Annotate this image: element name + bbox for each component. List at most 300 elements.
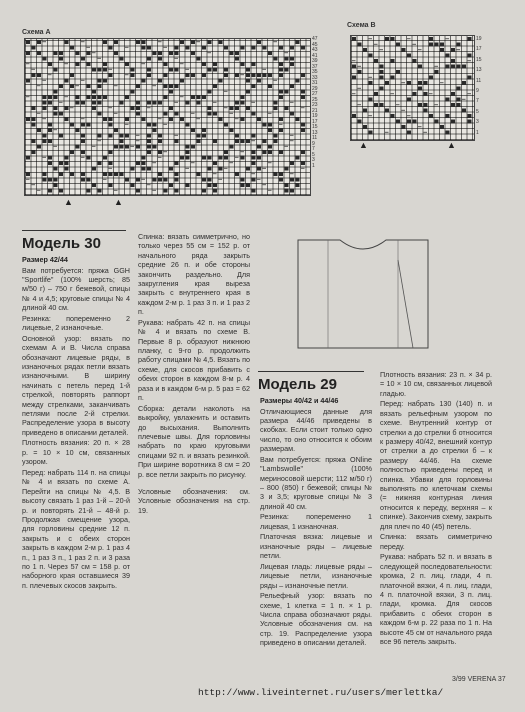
chart-symbol [290,57,294,61]
chart-symbol [440,43,444,47]
chart-symbol [59,172,63,176]
chart-symbol [301,46,305,50]
row-number: 47 [312,36,318,42]
chart-symbol [241,139,245,143]
chart-symbol [435,43,439,47]
chart-symbol [136,189,140,193]
chart-symbol [81,123,85,127]
chart-symbol [54,68,58,72]
chart-symbol [252,84,256,88]
chart-symbol [70,46,74,50]
chart-symbol [457,87,461,91]
chart-symbol [301,128,305,132]
chart-symbol [87,189,91,193]
chart-symbol [103,79,107,83]
chart-symbol [32,106,36,110]
chart-symbol [418,81,422,85]
chart-symbol [186,156,190,160]
chart-symbol [391,37,395,41]
chart-symbol [37,40,41,44]
row-number: 23 [312,102,318,108]
row-number: 35 [312,69,318,75]
chart-symbol [274,172,278,176]
chart-symbol [279,62,283,66]
chart-symbol [446,65,450,69]
chart-symbol [114,51,118,55]
chart-symbol [413,120,417,124]
chart-symbol [235,57,239,61]
row-number: 13 [312,129,318,136]
chart-symbol [98,79,102,83]
chart-symbol [257,156,261,160]
row-number: 17 [312,118,318,125]
chart-symbol [235,106,239,110]
chart-symbol [65,106,69,110]
chart-symbol [396,120,400,124]
chart-symbol [224,68,228,72]
chart-symbol [87,62,91,66]
chart-symbol [186,46,190,50]
model-29-size: Размеры 40/42 и 44/46 [260,396,339,405]
chart-symbol [197,134,201,138]
chart-symbol [274,106,278,110]
model-30-sleeves: Рукава: набрать 42 п. на спицы № 4 и вязать по схеме В. Первые 8 р. образуют нижнюю планку, с 9-го р. продолжить работу спицами № 4,5. Вязать по схеме, для скосов прибавить с обеих сторон в каждом 8-м р. 4 раза и в каждом 6-м р. 5 раз = 62 п. [138,317,250,403]
chart-symbol [136,40,140,44]
chart-symbol [208,90,212,94]
chart-symbol [136,178,140,182]
chart-symbol [202,46,206,50]
model-29-col-1 [260,396,372,691]
chart-symbol [186,123,190,127]
scheme-a-row-numbers [312,37,318,169]
chart-symbol [252,150,256,154]
chart-symbol [429,37,433,41]
chart-symbol [468,114,472,118]
scheme-b-row-numbers [476,34,482,138]
chart-symbol [363,109,367,113]
chart-symbol [391,59,395,63]
chart-symbol [241,183,245,187]
chart-symbol [197,101,201,105]
chart-symbol [279,90,283,94]
chart-symbol [142,117,146,121]
chart-symbol [213,183,217,187]
chart-symbol [131,73,135,77]
chart-symbol [358,43,362,47]
chart-symbol [358,70,362,74]
chart-symbol [208,106,212,110]
chart-symbol [257,117,261,121]
chart-symbol [374,103,378,107]
chart-symbol [435,70,439,74]
chart-symbol [285,90,289,94]
chart-symbol [136,101,140,105]
chart-symbol [81,101,85,105]
chart-symbol [81,172,85,176]
model-30-front: Перед: набрать 114 п. на спицы № 4 и вязать по схеме А. Перейти на спицы № 4,5. В высоту связать 1 раз 1-й – 20-й р. и повторять 21-й – 48-й р. Продолжая смещение узора, для горловины средние 12 п. закрыть и с обеих сторон закрыть в каждом 2-м р. 1 раз 4 п., 1 раз 3 п., 1 раз 2 п. и 3 раза по 1 п. Через 57 см = 158 р. от наборного края оставшиеся 39 п. плечевых скосов закрыть. [22,467,130,590]
chart-symbol [424,103,428,107]
chart-symbol [43,172,47,176]
chart-symbol [164,84,168,88]
chart-symbol [208,167,212,171]
chart-symbol [418,103,422,107]
chart-symbol [109,73,113,77]
row-number: 19 [312,113,318,119]
chart-symbol [43,134,47,138]
chart-symbol [175,68,179,72]
chart-symbol [446,114,450,118]
chart-symbol [76,101,80,105]
chart-symbol [109,183,113,187]
chart-symbol [164,62,168,66]
repeat-arrow-b-left: ▲ [359,140,368,150]
chart-symbol [274,101,278,105]
chart-symbol [81,134,85,138]
chart-symbol [98,189,102,193]
chart-symbol [43,57,47,61]
chart-symbol [296,117,300,121]
chart-symbol [246,167,250,171]
row-number: 7 [312,146,315,152]
chart-symbol [158,139,162,143]
chart-symbol [446,54,450,58]
row-number: 9 [476,88,479,95]
chart-symbol [87,178,91,182]
chart-symbol [407,120,411,124]
chart-symbol [407,81,411,85]
chart-symbol [213,62,217,66]
chart-symbol [32,73,36,77]
repeat-arrow-left: ▲ [64,197,73,207]
chart-symbol [81,150,85,154]
source-url: http://www.liveinternet.ru/users/merlettka/ [198,687,444,698]
chart-symbol [180,79,184,83]
chart-symbol [153,145,157,149]
chart-symbol [290,62,294,66]
chart-symbol [202,73,206,77]
chart-symbol [246,106,250,110]
chart-symbol [235,139,239,143]
chart-symbol [147,167,151,171]
model-30-assembly: Сборка: детали наколоть на выкройку, увлажнить и оставить до высыхания. Выполнить плечевые швы. Для горловины набрать по краю круговыми спицами 92 п. и вязать резинкой. При ширине воротника 8 см = 20 р. все петли закрыть по рисунку. [138,403,250,479]
chart-symbol [175,172,179,176]
chart-symbol [87,156,91,160]
chart-symbol [48,123,52,127]
chart-symbol [59,51,63,55]
chart-symbol [191,40,195,44]
chart-symbol [451,65,455,69]
chart-symbol [296,40,300,44]
chart-symbol [54,95,58,99]
scheme-b-title: Схема В [347,22,376,29]
chart-symbol [268,128,272,132]
chart-symbol [363,125,367,129]
chart-symbol [147,139,151,143]
chart-symbol [296,178,300,182]
chart-symbol [208,68,212,72]
model-29-col-2 [380,370,492,688]
row-number: 21 [312,107,318,114]
chart-symbol [263,150,267,154]
row-number: 13 [476,67,482,74]
chart-symbol [391,76,395,80]
chart-symbol [290,112,294,116]
chart-symbol [125,134,129,138]
chart-symbol [59,84,63,88]
row-number: 11 [476,77,482,84]
model-29-stockinette: Лицевая гладь: лицевые ряды – лицевые петли, изнаночные ряды – изнаночные петли. [260,561,372,590]
chart-symbol [208,183,212,187]
chart-symbol [98,68,102,72]
chart-symbol [136,106,140,110]
chart-symbol [32,139,36,143]
chart-symbol [109,123,113,127]
chart-symbol [252,62,256,66]
chart-symbol [285,167,289,171]
chart-symbol [109,161,113,165]
chart-symbol [268,84,272,88]
chart-symbol [98,84,102,88]
chart-symbol [208,156,212,160]
chart-symbol [147,134,151,138]
chart-symbol [175,139,179,143]
model-29-garter: Платочная вязка: лицевые и изнаночные ряды – лицевые петли. [260,532,372,561]
model-30-legend-note: Условные обозначения: см. Условные обозначения на стр. 19. [138,486,250,515]
chart-symbol [59,134,63,138]
chart-symbol [263,46,267,50]
chart-symbol [235,172,239,176]
chart-symbol [26,79,30,83]
chart-symbol [103,117,107,121]
row-number: 3 [476,119,479,126]
chart-symbol [279,95,283,99]
chart-symbol [114,128,118,132]
chart-symbol [147,150,151,154]
chart-symbol [429,43,433,47]
chart-symbol [257,145,261,149]
chart-symbol [114,40,118,44]
chart-symbol [109,172,113,176]
chart-symbol [120,145,124,149]
chart-symbol [290,46,294,50]
chart-symbol [301,90,305,94]
chart-symbol [301,73,305,77]
chart-symbol [103,62,107,66]
chart-symbol [301,123,305,127]
chart-symbol [301,150,305,154]
chart-symbol [103,40,107,44]
chart-symbol [252,156,256,160]
chart-symbol [468,54,472,58]
chart-symbol [180,156,184,160]
chart-symbol [136,145,140,149]
chart-symbol [54,167,58,171]
chart-symbol [65,167,69,171]
chart-symbol [92,90,96,94]
chart-symbol [274,57,278,61]
chart-symbol [252,73,256,77]
chart-symbol [279,117,283,121]
chart-symbol [142,79,146,83]
chart-symbol [131,167,135,171]
chart-symbol [136,112,140,116]
chart-symbol [142,167,146,171]
chart-symbol [235,73,239,77]
chart-symbol [213,161,217,165]
chart-symbol [120,101,124,105]
repeat-arrow-right: ▲ [114,197,123,207]
chart-symbol [87,123,91,127]
chart-symbol [230,51,234,55]
chart-symbol [142,156,146,160]
chart-symbol [153,128,157,132]
chart-symbol [407,131,411,135]
row-number: 15 [312,124,318,130]
chart-symbol [451,120,455,124]
chart-symbol [285,106,289,110]
chart-symbol [468,120,472,124]
chart-symbol [54,106,58,110]
chart-symbol [290,161,294,165]
chart-symbol [147,68,151,72]
chart-symbol [246,68,250,72]
chart-symbol [43,95,47,99]
chart-symbol [59,189,63,193]
chart-symbol [230,145,234,149]
chart-symbol [180,40,184,44]
row-number: 5 [312,151,315,158]
chart-symbol [407,98,411,102]
chart-symbol [164,178,168,182]
chart-symbol [451,92,455,96]
chart-symbol [48,178,52,182]
chart-symbol [76,128,80,132]
model-29-back: Спинка: вязать симметрично переду. [380,532,492,551]
chart-symbol [43,139,47,143]
chart-symbol [70,150,74,154]
model-30-col-1 [22,255,130,687]
chart-symbol [32,123,36,127]
chart-symbol [175,178,179,182]
chart-symbol [301,95,305,99]
chart-symbol [48,189,52,193]
chart-symbol [125,145,129,149]
chart-symbol [175,189,179,193]
chart-symbol [191,73,195,77]
chart-symbol [241,101,245,105]
chart-symbol [169,68,173,72]
row-number: 1 [312,162,315,169]
chart-symbol [169,117,173,121]
row-number: 25 [312,96,318,103]
chart-symbol [169,167,173,171]
chart-symbol [252,189,256,193]
chart-symbol [202,156,206,160]
chart-symbol [164,73,168,77]
chart-symbol [380,65,384,69]
chart-symbol [48,95,52,99]
chart-symbol [26,51,30,55]
chart-symbol [92,68,96,72]
chart-symbol [219,40,223,44]
chart-symbol [257,167,261,171]
chart-symbol [76,51,80,55]
chart-symbol [81,139,85,143]
chart-symbol [285,183,289,187]
chart-symbol [268,123,272,127]
chart-symbol [65,79,69,83]
chart-symbol [120,172,124,176]
chart-symbol [48,161,52,165]
chart-symbol [70,172,74,176]
chart-symbol [252,178,256,182]
chart-symbol [65,156,69,160]
model-30-size: Размер 42/44 [22,255,68,264]
chart-symbol [202,128,206,132]
chart-symbol [257,79,261,83]
chart-symbol [76,62,80,66]
chart-symbol [369,81,373,85]
chart-symbol [202,95,206,99]
page-number: 3/99 VERENA 37 [452,676,506,683]
chart-symbol [446,131,450,135]
chart-symbol [169,183,173,187]
row-number: 5 [476,108,479,115]
chart-symbol [158,79,162,83]
chart-symbol [103,156,107,160]
chart-symbol [358,120,362,124]
chart-symbol [268,150,272,154]
chart-symbol [65,117,69,121]
chart-symbol [369,131,373,135]
chart-symbol [380,87,384,91]
chart-symbol [197,172,201,176]
model-29-sleeves: Рукава: набрать 52 п. и вязать в следующей последовательности: кромка, 2 п. лиц. глади, 4 п. платочной вязки, 4 п. лиц. глади, 4 п. платочной вязки, 3 п. лиц. глади, кромка. Для скосов прибавить с обеих сторон в каждом 6-м р. 22 раза по 1 п. На высоте 45 см от начального ряда все 96 петель закрыть. [380,552,492,646]
chart-symbol [175,84,179,88]
row-number: 9 [312,140,315,147]
chart-symbol [285,68,289,72]
chart-symbol [279,73,283,77]
chart-symbol [290,84,294,88]
chart-symbol [246,73,250,77]
chart-symbol [468,76,472,80]
chart-symbol [213,139,217,143]
chart-symbol [26,40,30,44]
chart-symbol [147,123,151,127]
chart-symbol [418,65,422,69]
chart-symbol [37,145,41,149]
chart-symbol [186,73,190,77]
model-29-relief: Рельефный узор: вязать по схеме, 1 клетка = 1 п. × 1 р. Числа справа обозначают ряды. Условные обозначения см. на стр. 19. Распределение узора приведено в описании деталей. [260,591,372,648]
chart-symbol [164,112,168,116]
chart-symbol [230,128,234,132]
chart-symbol [246,183,250,187]
chart-symbol [81,178,85,182]
chart-symbol [263,123,267,127]
chart-symbol [385,37,389,41]
chart-symbol [274,134,278,138]
chart-symbol [169,51,173,55]
chart-symbol [147,145,151,149]
chart-symbol [81,57,85,61]
chart-symbol [59,161,63,165]
chart-symbol [186,183,190,187]
chart-symbol [54,112,58,116]
chart-symbol [457,98,461,102]
chart-symbol [131,106,135,110]
chart-symbol [219,156,223,160]
model-30-main-pattern: Основной узор: вязать по схемам А и В. Числа справа обозначают лицевые ряды, в изнаночных рядах петли вязать изнаночными. В ширину начинать с петель перед 1-й стрелкой, повторять раппорт между стрелками, заканчивать петлями после 2-й стрелки. Распределение узора в высоту приведено в описании деталей. [22,333,130,437]
